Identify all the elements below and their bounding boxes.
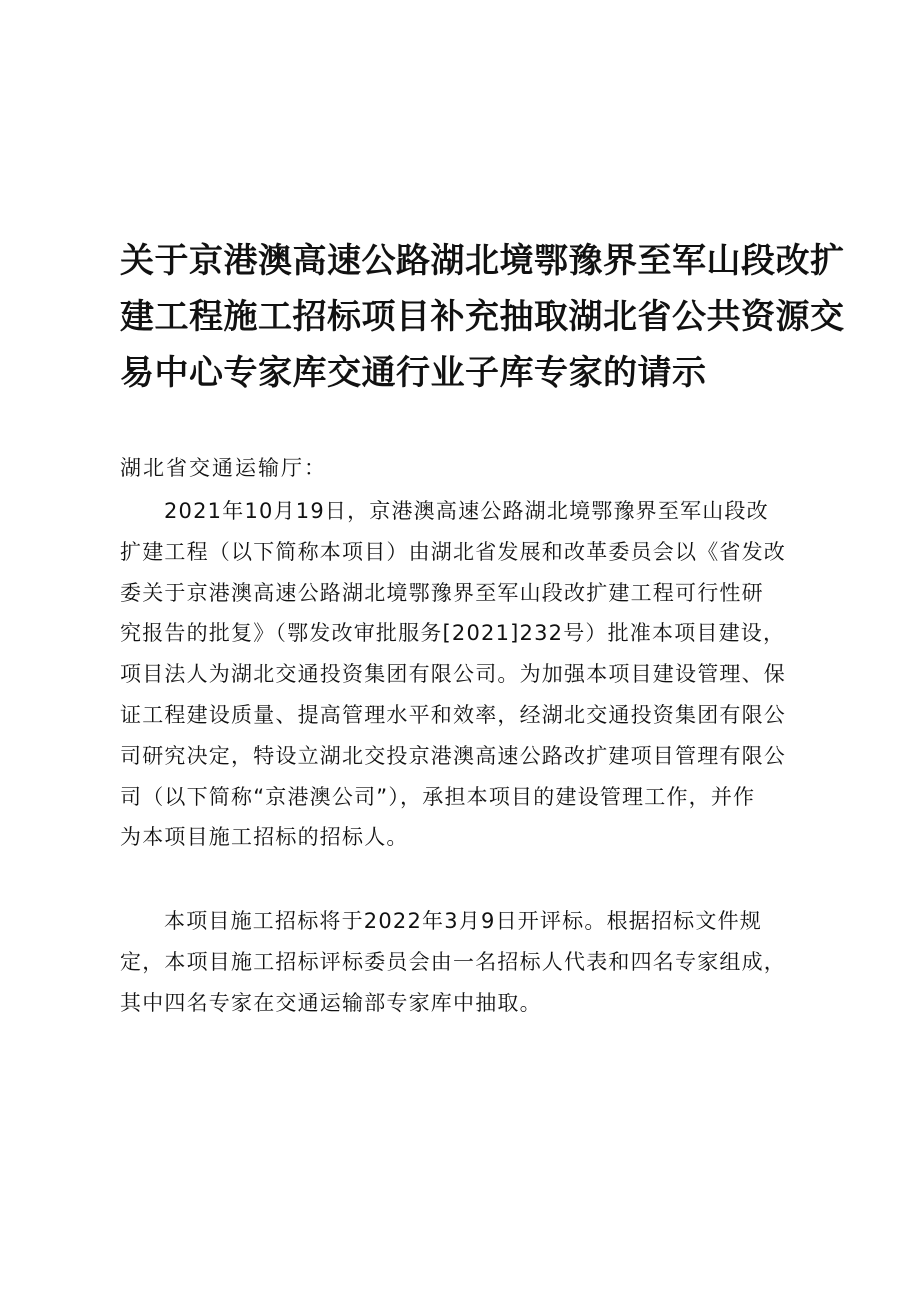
paragraph-2-line-1: 本项目施工招标将于2022年3月9日开评标。根据招标文件规 xyxy=(164,909,762,933)
paragraph-1-line-4: 究报告的批复》（鄂发改审批服务[2021]232号）批准本项目建设， xyxy=(120,621,786,646)
body-paragraph-1 xyxy=(120,491,810,858)
paragraph-1-line-6: 证工程建设质量、提高管理水平和效率，经湖北交通投资集团有限公 xyxy=(120,702,786,727)
document-title-line-1: 关于京港澳高速公路湖北境鄂豫界至军山段改扩 xyxy=(120,241,845,281)
paragraph-1-line-2: 扩建工程（以下简称本项目）由湖北省发展和改革委员会以《省发改 xyxy=(120,539,786,564)
document-title-line-3: 易中心专家库交通行业子库专家的请示 xyxy=(120,353,707,393)
paragraph-1-line-9: 为本项目施工招标的招标人。 xyxy=(120,825,409,850)
paragraph-2-line-2: 定，本项目施工招标评标委员会由一名招标人代表和四名专家组成， xyxy=(120,949,786,974)
addressee: 湖北省交通运输厅： xyxy=(120,456,327,480)
paragraph-1-line-5: 项目法人为湖北交通投资集团有限公司。为加强本项目建设管理、保 xyxy=(120,662,786,687)
body-paragraph-2 xyxy=(120,901,810,1023)
paragraph-1-line-7: 司研究决定，特设立湖北交投京港澳高速公路改扩建项目管理有限公 xyxy=(120,743,786,768)
paragraph-1-line-3: 委关于京港澳高速公路湖北境鄂豫界至军山段改扩建工程可行性研 xyxy=(120,580,764,605)
paragraph-1-line-8: 司（以下简称“京港澳公司”），承担本项目的建设管理工作，并作 xyxy=(120,784,756,809)
paragraph-1-line-1: 2021年10月19日，京港澳高速公路湖北境鄂豫界至军山段改 xyxy=(164,499,769,523)
paragraph-2-line-3: 其中四名专家在交通运输部专家库中抽取。 xyxy=(120,990,542,1015)
document-title xyxy=(120,233,845,401)
document-title-line-2: 建工程施工招标项目补充抽取湖北省公共资源交 xyxy=(120,297,845,337)
